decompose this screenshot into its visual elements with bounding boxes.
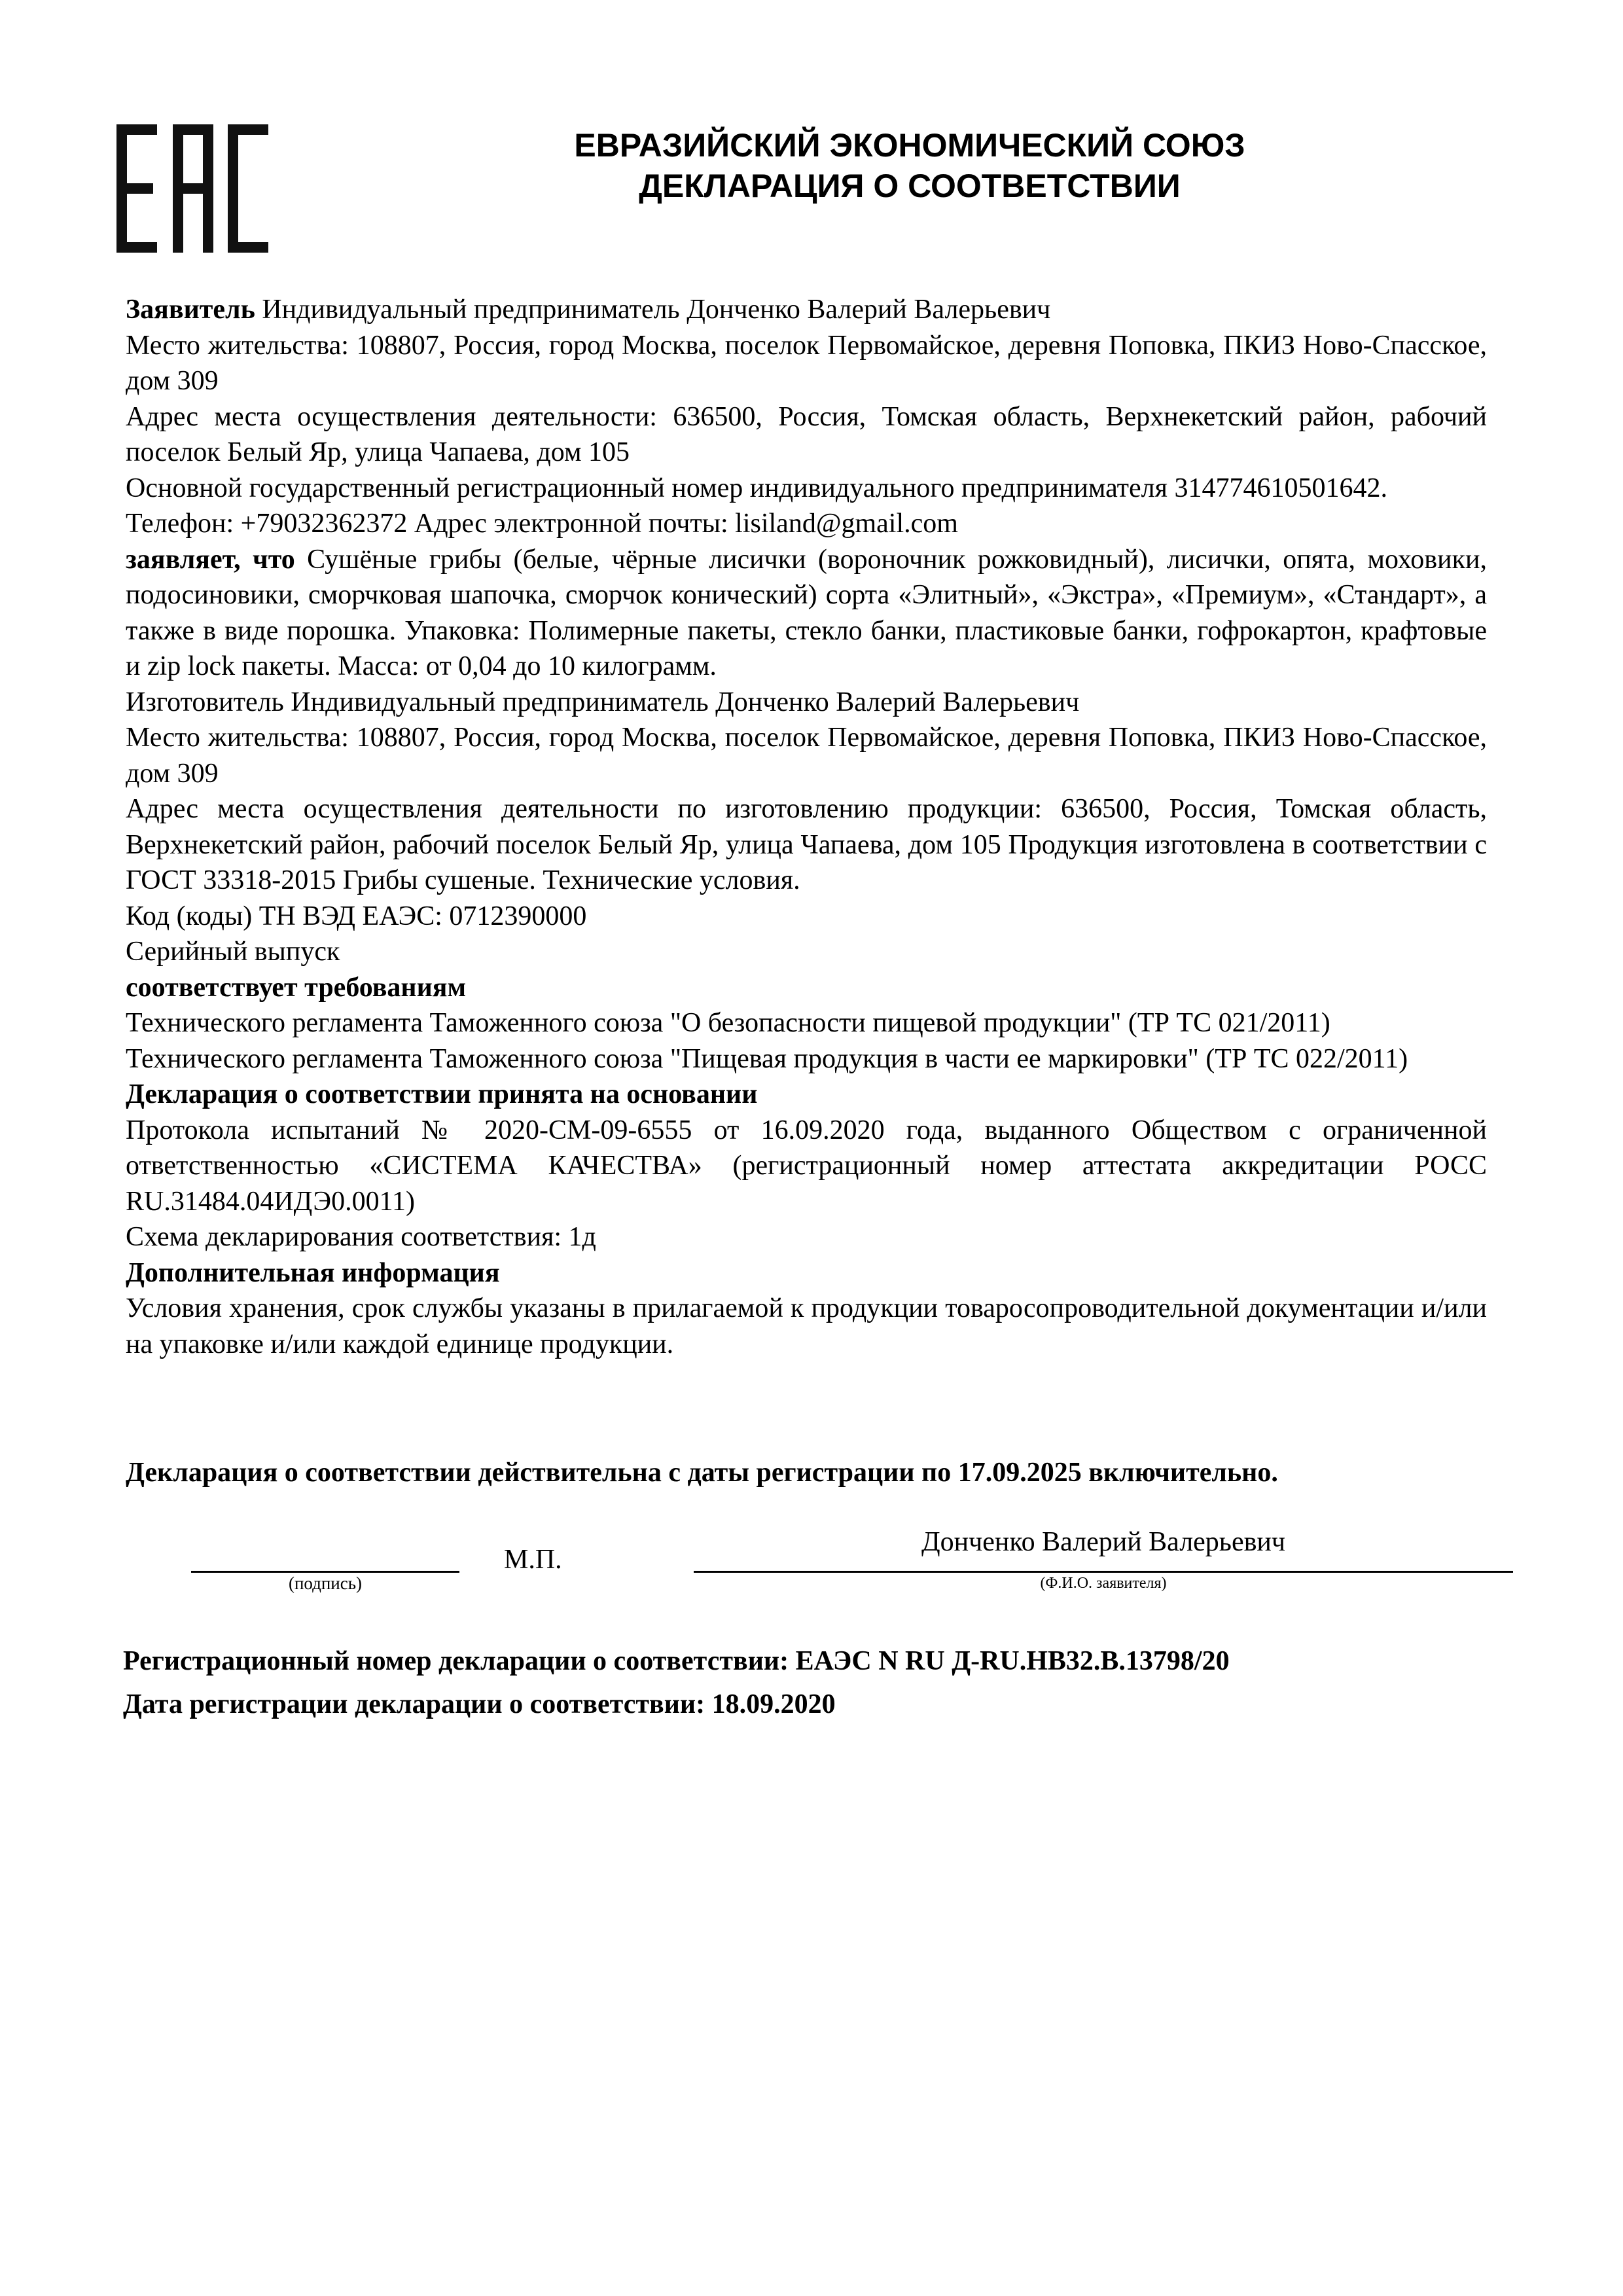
- applicant-line: [126, 292, 1487, 328]
- header-declaration-title: ДЕКЛАРАЦИЯ О СООТВЕТСТВИИ: [639, 168, 1181, 204]
- applicant-contacts: Телефон: +79032362372 Адрес электронной почты: lisiland@gmail.com: [126, 509, 958, 539]
- name-caption: (Ф.И.О. заявителя): [1040, 1575, 1167, 1592]
- manufacturer-name: Изготовитель Индивидуальный предприниматель Донченко Валерий Валерьевич: [126, 687, 1080, 717]
- applicant-residence: Место жительства: 108807, Россия, город Москва, поселок Первомайское, деревня Поповка, ПКИЗ Ново-Спасское, дом 309: [126, 330, 1487, 396]
- applicant-label: Заявитель: [126, 295, 255, 325]
- additional-heading: Дополнительная информация: [126, 1257, 500, 1288]
- signature-caption: (подпись): [288, 1573, 363, 1593]
- additional-info: Условия хранения, срок службы указаны в прилагаемой к продукции товаросопроводительной документации и/или на упаковке и/или каждой единице продукции.: [126, 1293, 1487, 1359]
- name-line: [694, 1571, 1513, 1573]
- applicant-activity-address: Адрес места осуществления деятельности: 636500, Россия, Томская область, Верхнекетский район, рабочий поселок Белый Яр, улица Чапаева, дом 105: [126, 401, 1487, 467]
- applicant-name: Индивидуальный предприниматель Донченко Валерий Валерьевич: [255, 295, 1051, 325]
- eac-logo: [116, 124, 268, 253]
- validity-statement: Декларация о соответствии действительна с даты регистрации по 17.09.2025 включительно.: [126, 1458, 1278, 1488]
- registration-date: Дата регистрации декларации о соответствии: 18.09.2020: [123, 1689, 836, 1719]
- basis-protocol: Протокола испытаний № 2020-СМ-09-6555 от 16.09.2020 года, выданного Обществом с ограниченной ответственностью «СИСТЕМА КАЧЕСТВА» (регистрационный номер аттестата аккредитации РОСС RU.31484.04ИДЭ0.0011): [126, 1115, 1487, 1217]
- manufacturer-production-address: Адрес места осуществления деятельности по изготовлению продукции: 636500, Россия, Томская область, Верхнекетский район, рабочий поселок Белый Яр, улица Чапаева, дом 105 Продукция изготовлена в соответствии с ГОСТ 33318-2015 Грибы сушеные. Технические условия.: [126, 794, 1487, 895]
- basis-heading: Декларация о соответствии принята на основании: [126, 1079, 758, 1109]
- declaration-body: [126, 292, 1487, 1362]
- regulation-021: Технического регламента Таможенного союза "О безопасности пищевой продукции" (ТР ТС 021/2011): [126, 1008, 1330, 1038]
- signature-line: [191, 1571, 459, 1573]
- regulation-022: Технического регламента Таможенного союза "Пищевая продукция в части ее маркировки" (ТР ТС 022/2011): [126, 1043, 1408, 1074]
- stamp-place-label: М.П.: [504, 1545, 562, 1575]
- declares-label: заявляет, что: [126, 544, 295, 575]
- signer-name: Донченко Валерий Валерьевич: [921, 1527, 1286, 1557]
- product-description: Сушёные грибы (белые, чёрные лисички (вороночник рожковидный), лисички, опята, моховики, подосиновики, сморчковая шапочка, сморчок конический) сорта «Элитный», «Экстра», «Премиум», «Стандарт», а также в виде порошка. Упаковка: Полимерные пакеты, стекло банки, пластиковые банки, гофрокартон, крафтовые и zip lock пакеты. Масса: от 0,04 до 10 килограмм.: [126, 544, 1487, 681]
- header-union-title: ЕВРАЗИЙСКИЙ ЭКОНОМИЧЕСКИЙ СОЮЗ: [574, 127, 1245, 164]
- declaration-scheme: Схема декларирования соответствия: 1д: [126, 1222, 596, 1252]
- requirements-heading: соответствует требованиям: [126, 972, 467, 1003]
- series-type: Серийный выпуск: [126, 937, 340, 967]
- declares-paragraph: [126, 542, 1487, 685]
- registration-number: Регистрационный номер декларации о соответствии: ЕАЭС N RU Д-RU.НВ32.В.13798/20: [123, 1646, 1230, 1676]
- manufacturer-residence: Место жительства: 108807, Россия, город Москва, поселок Первомайское, деревня Поповка, ПКИЗ Ново-Спасское, дом 309: [126, 723, 1487, 789]
- applicant-ogrnip: Основной государственный регистрационный номер индивидуального предпринимателя 314774610501642.: [126, 473, 1387, 503]
- hs-codes: Код (коды) ТН ВЭД ЕАЭС: 0712390000: [126, 901, 587, 931]
